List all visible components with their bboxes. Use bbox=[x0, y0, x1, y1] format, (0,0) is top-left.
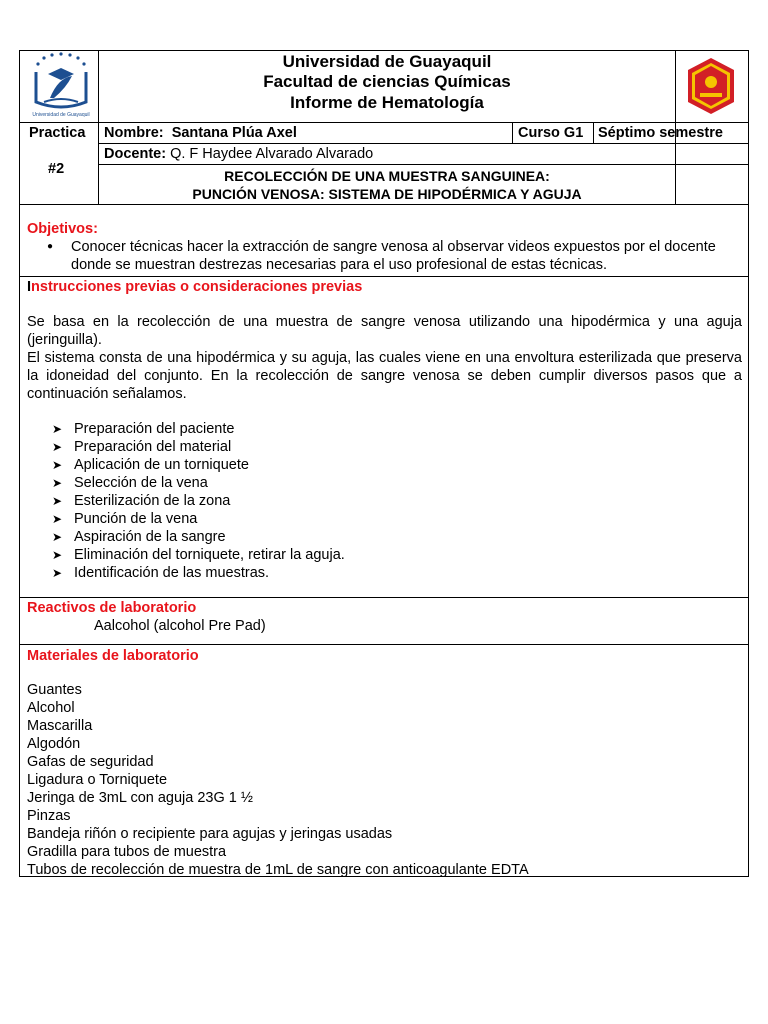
steps-list bbox=[52, 420, 345, 582]
list-item: ➤ Preparación del material bbox=[52, 439, 232, 455]
docente-row bbox=[104, 145, 373, 163]
topic-line-1: RECOLECCIÓN DE UNA MUESTRA SANGUINEA: bbox=[224, 168, 550, 184]
list-item: ➤ Eliminación del torniquete, retirar la aguja. bbox=[52, 547, 345, 563]
report-title: Informe de Hematología bbox=[290, 93, 484, 112]
list-item: Tubos de recolección de muestra de 1mL de sangre con anticoagulante EDTA bbox=[27, 862, 529, 878]
list-item: ➤ Selección de la vena bbox=[52, 475, 208, 491]
instrucciones-heading-first: I bbox=[27, 279, 32, 295]
list-item: Ligadura o Torniquete bbox=[27, 772, 168, 788]
topic-line-2: PUNCIÓN VENOSA: SISTEMA DE HIPODÉRMICA Y AGUJA bbox=[192, 186, 582, 202]
docente-value: Q. F Haydee Alvarado Alvarado bbox=[170, 146, 374, 162]
faculty-emblem bbox=[685, 57, 737, 115]
arrow-icon: ➤ bbox=[52, 440, 63, 454]
practica-label: Practica bbox=[29, 125, 86, 141]
arrow-icon: ➤ bbox=[52, 566, 63, 580]
objetivo-line-2: donde se muestran destrezas necesarias para el uso profesional de estas técnicas. bbox=[71, 257, 608, 273]
arrow-icon: ➤ bbox=[52, 476, 63, 490]
arrow-icon: ➤ bbox=[52, 458, 63, 472]
materiales-heading: Materiales de laboratorio bbox=[27, 648, 199, 664]
arrow-icon: ➤ bbox=[52, 422, 63, 436]
list-item: Mascarilla bbox=[27, 718, 93, 734]
reactivos-heading: Reactivos de laboratorio bbox=[27, 600, 197, 616]
docente-label: Docente: bbox=[104, 146, 167, 162]
list-item: Jeringa de 3mL con aguja 23G 1 ½ bbox=[27, 790, 253, 806]
semestre-label: Séptimo semestre bbox=[598, 125, 723, 141]
list-item: Guantes bbox=[27, 682, 82, 698]
instrucciones-paragraph-1: Se basa en la recolección de una muestra de sangre venosa utilizando una hipodérmica y una aguja (jeringuilla). bbox=[27, 314, 742, 348]
arrow-icon: ➤ bbox=[52, 512, 63, 526]
university-title: Universidad de Guayaquil bbox=[282, 52, 492, 71]
list-item: Alcohol bbox=[27, 700, 75, 716]
reactivos-item: Aalcohol (alcohol Pre Pad) bbox=[94, 618, 266, 634]
list-item: Gradilla para tubos de muestra bbox=[27, 844, 227, 860]
list-item: ➤ Preparación del paciente bbox=[52, 421, 235, 437]
materiales-list bbox=[27, 681, 529, 879]
list-item: ➤ Identificación de las muestras. bbox=[52, 565, 270, 581]
faculty-title: Facultad de ciencias Químicas bbox=[263, 72, 511, 91]
list-item: ➤ Punción de la vena bbox=[52, 511, 198, 527]
list-item: ➤ Aplicación de un torniquete bbox=[52, 457, 249, 473]
arrow-icon: ➤ bbox=[52, 548, 63, 562]
list-item: Gafas de seguridad bbox=[27, 754, 154, 770]
list-item: ➤ Esterilización de la zona bbox=[52, 493, 231, 509]
logo-caption: Universidad de Guayaquil bbox=[32, 112, 90, 118]
instrucciones-heading bbox=[27, 278, 362, 296]
objetivo-line-1: Conocer técnicas hacer la extracción de sangre venosa al observar videos expuestos por el docente bbox=[71, 239, 716, 255]
practica-number: #2 bbox=[48, 161, 65, 177]
instrucciones-paragraph-2: El sistema consta de una hipodérmica y su aguja, las cuales viene en una envoltura esterilizada que preserva la idoneidad del conjunto. En la recolección de sangre venosa se deben cumplir diversos pasos que a continuación señalamos. bbox=[27, 350, 742, 402]
instrucciones-heading-rest: nstrucciones previas o consideraciones previas bbox=[31, 279, 363, 295]
curso-label: Curso G1 bbox=[518, 125, 584, 141]
list-item: Bandeja riñón o recipiente para agujas y jeringas usadas bbox=[27, 826, 393, 842]
arrow-icon: ➤ bbox=[52, 494, 63, 508]
list-item: Algodón bbox=[27, 736, 81, 752]
list-item: Pinzas bbox=[27, 808, 71, 824]
nombre-label: Nombre: bbox=[104, 125, 164, 141]
nombre-value: Santana Plúa Axel bbox=[171, 125, 297, 141]
arrow-icon: ➤ bbox=[52, 530, 63, 544]
nombre-row bbox=[104, 124, 297, 142]
bullet-icon: ● bbox=[47, 241, 54, 252]
objetivos-heading: Objetivos: bbox=[27, 221, 98, 237]
list-item: ➤ Aspiración de la sangre bbox=[52, 529, 226, 545]
university-logo bbox=[28, 52, 94, 120]
